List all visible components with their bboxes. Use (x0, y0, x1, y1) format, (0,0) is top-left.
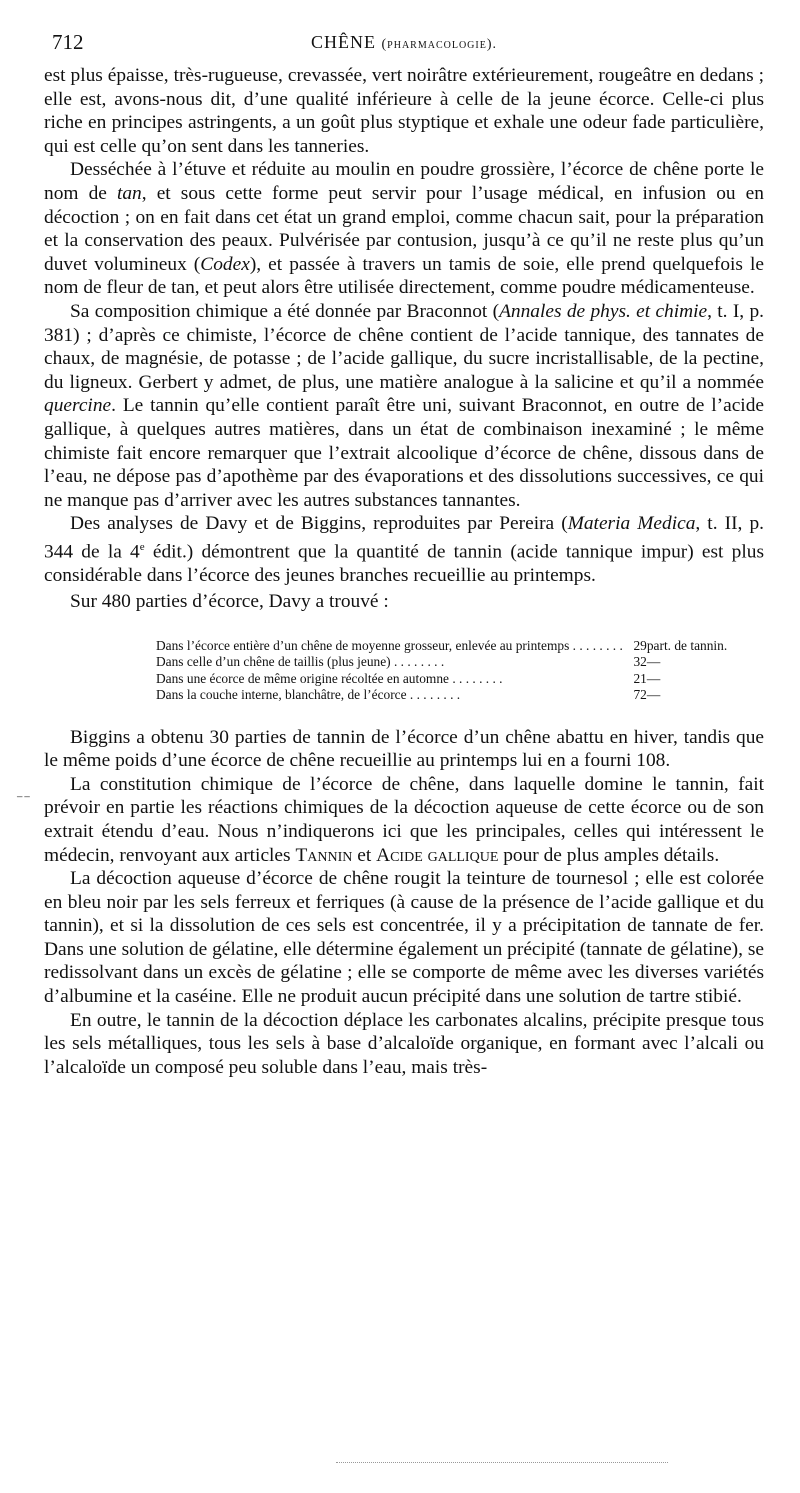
paragraph-analyses: Des analyses de Davy et de Biggins, reproduites par Pereira (Materia Medica, t. II, p. 344 de la 4e édit.) démontrent que la quantité de tannin (acide tannique impur) est plus considérable dans l’écorce des jeunes branches recueillie au printemps. (44, 513, 764, 586)
paragraph-en-outre: En outre, le tannin de la décoction déplace les carbonates alcalins, précipite presque tous les sels métalliques, tous les sels à base d’alcaloïde organique, en formant avec l’alcali ou l’alcaloïde un composé peu soluble dans l’eau, mais très- (44, 1009, 764, 1078)
table-row-value: 72 (633, 687, 647, 703)
table-row-unit: part. de tannin. (646, 637, 728, 653)
paragraph-tan: Desséchée à l’étuve et réduite au moulin en poudre grossière, l’écorce de chêne porte le nom de tan, et sous cette forme peut servir pour l’usage médical, en infusion ou en décoction ; on en fait dans cet état un grand emploi, comme chacun sait, pour la préparation et la conservation des peaux. Pulvérisée par contusion, jusqu’à ce qu’il ne reste plus qu’un duvet volumineux (Codex), et passée à travers un tamis de soie, elle prend quelquefois le nom de fleur de tan, et peut alors être utilisée directement, comme poudre médicamenteuse. (44, 159, 764, 299)
table-intro: Sur 480 parties d’écorce, Davy a trouvé : (70, 590, 389, 612)
paragraph-decoction: La décoction aqueuse d’écorce de chêne rougit la teinture de tournesol ; elle est colorée en bleu noir par les sels ferreux et ferriques (à cause de la présence de l’acide gallique et du tannin), et si la dissolution de ces sels est concentrée, il y a précipitation de tannate de fer. Dans une solution de gélatine, elle détermine également un précipité (tannate de gélatine), se redissolvant dans un excès de gélatine ; elle se comporte de même avec les diverses variétés d’albumine et la caséine. Elle ne produit aucun précipité dans une solution de tartre stibié. (44, 868, 764, 1008)
page-header (44, 28, 764, 64)
tannin-table (156, 638, 727, 704)
table-row-label: Dans l’écorce entière d’un chêne de moyenne grosseur, enlevée au printemps . . . . . . . . (156, 637, 623, 653)
table-row-value: 29 (633, 637, 647, 653)
bottom-rule (336, 1462, 668, 1463)
table-row-value: 21 (633, 670, 647, 686)
table-row-value: 32 (633, 654, 647, 670)
table-row (156, 638, 727, 655)
book-page (44, 28, 764, 1079)
spacer (44, 704, 764, 726)
running-head-subtitle: (pharmacologie). (381, 37, 497, 52)
paragraph-constitution: La constitution chimique de l’écorce de chêne, dans laquelle domine le tannin, fait prévoir en partie les réactions chimiques de la décoction aqueuse de cette écorce ou de son extrait étendu d’eau. Nous n’indiquerons ici que les principales, celles qui intéressent le médecin, renvoyant aux articles Tannin et Acide gallique pour de plus amples détails. (44, 773, 764, 866)
table-row (156, 687, 727, 704)
page-number: 712 (52, 30, 84, 54)
table-row (156, 654, 727, 671)
table-row-label: Dans celle d’un chêne de taillis (plus jeune) . . . . . . . . (156, 654, 445, 670)
table-row (156, 671, 727, 688)
paragraph-composition: Sa composition chimique a été donnée par Braconnot (Annales de phys. et chimie, t. I, p. 381) ; d’après ce chimiste, l’écorce de chêne contient de l’acide tannique, des tannates de chaux, de magnésie, de potasse ; de l’acide gallique, du sucre incristallisable, de la pectine, du ligneux. Gerbert y admet, de plus, une matière analogue à la salicine et qu’il a nommée quercine. Le tannin qu’elle contient paraît être uni, suivant Braconnot, en outre de l’acide gallique, à quelques autres matières, dans un état de combinaison inexaminé ; le même chimiste fait encore remarquer que l’extrait alcoolique d’écorce de chêne, dissous dans de l’eau, ne dépose pas d’apothème par des évaporations et des dissolutions successives, ce qui ne manque pas d’arriver avec les autres substances tannantes. (44, 300, 764, 511)
running-head (44, 32, 764, 53)
paragraph-continued: est plus épaisse, très-rugueuse, crevassée, vert noirâtre extérieurement, rougeâtre en dedans ; elle est, avons-nous dit, d’une qualité inférieure à celle de la jeune écorce. Celle-ci plus riche en principes astringents, a un goût plus styptique et exhale une odeur fade particulière, qui est celle qu’on sent dans les tanneries. (44, 65, 764, 157)
table-row-unit: — (646, 654, 661, 670)
table-row-unit: — (646, 670, 661, 686)
table-row-unit: — (646, 687, 661, 703)
running-head-title: CHÊNE (311, 32, 376, 52)
paragraph-biggins: Biggins a obtenu 30 parties de tannin de l’écorce d’un chêne abattu en hiver, tandis que le même poids d’une écorce de chêne recueillie au printemps lui en a fourni 108. (44, 726, 764, 772)
table-row-label: Dans la couche interne, blanchâtre, de l’écorce . . . . . . . . (156, 687, 461, 703)
margin-mark: ⁻⁻ (16, 793, 31, 808)
table-row-label: Dans une écorce de même origine récoltée en automne . . . . . . . . (156, 670, 503, 686)
